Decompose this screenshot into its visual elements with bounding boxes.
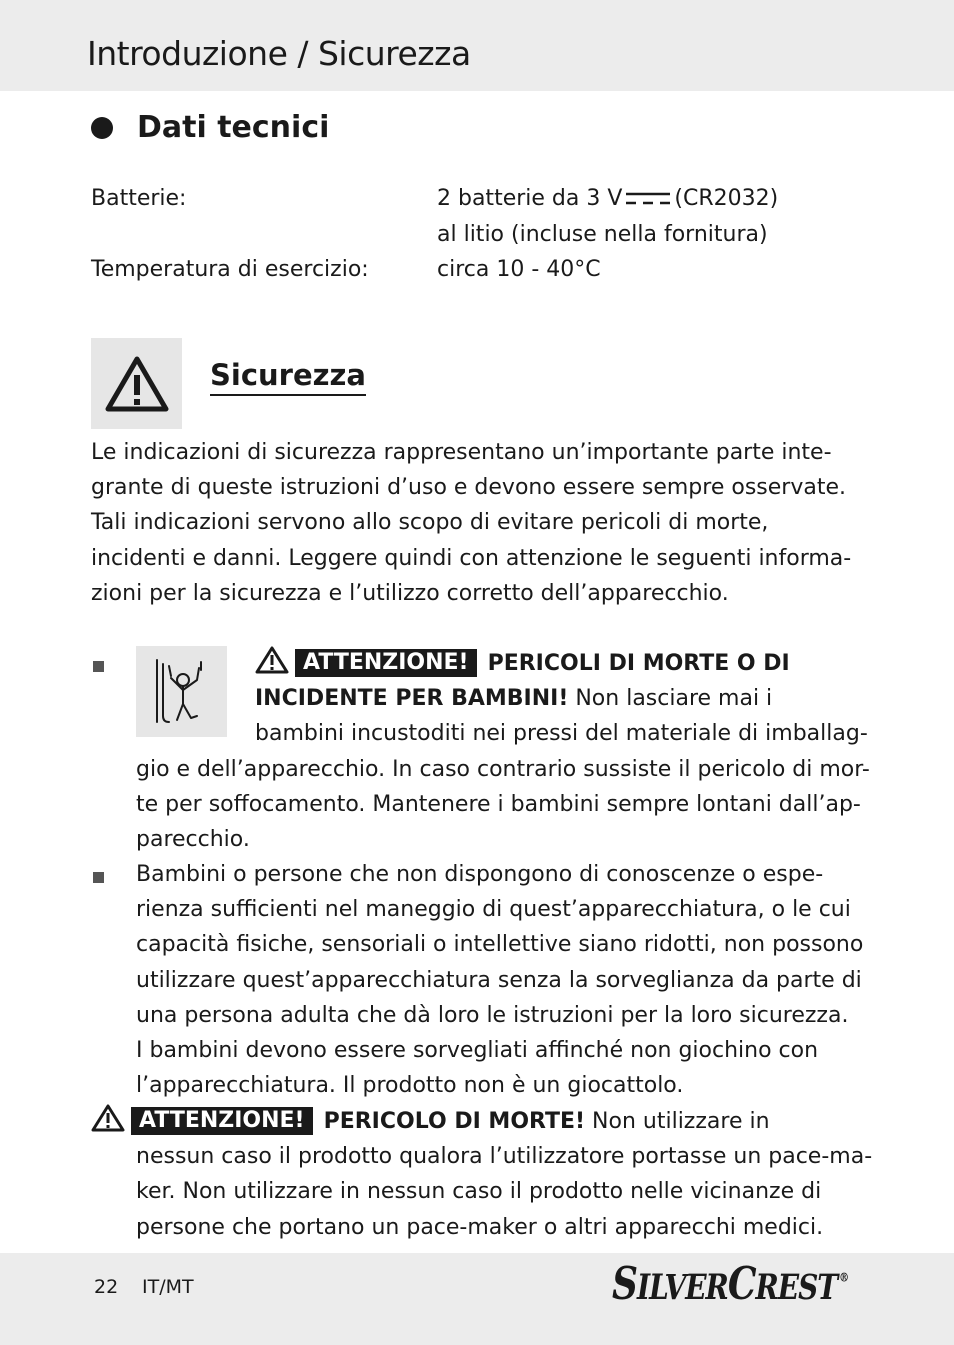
spec-label: Batterie: xyxy=(91,186,187,211)
text-line: gio e dell’apparecchio. In caso contrario sussiste il pericolo di mor- xyxy=(136,756,870,782)
warning-triangle-icon xyxy=(104,355,170,413)
text-line: bambini incustoditi nei pressi del materiale di imballag- xyxy=(255,721,868,747)
battery-type: (CR2032) xyxy=(674,186,779,211)
danger-text: PERICOLI DI MORTE O DI xyxy=(487,651,790,676)
text-line xyxy=(255,646,868,681)
square-bullet-icon xyxy=(93,872,104,883)
safety-heading: Sicurezza xyxy=(210,360,366,396)
text-line: Bambini o persone che non dispongono di conoscenze o espe- xyxy=(136,862,824,887)
text-line: Tali indicazioni servono allo scopo di evitare pericoli di morte, xyxy=(91,510,769,536)
text-line: te per soffocamento. Mantenere i bambini sempre lontani dall’ap- xyxy=(136,791,861,817)
spec-value: circa 10 - 40°C xyxy=(437,257,601,282)
spec-label: Temperatura di esercizio: xyxy=(91,257,369,282)
text-line xyxy=(255,681,868,716)
warning-triangle-icon xyxy=(255,646,289,674)
attention-label: ATTENZIONE! xyxy=(131,1107,313,1135)
item1-body xyxy=(136,752,870,858)
brand-logo xyxy=(612,1258,848,1311)
technical-data-title: Dati tecnici xyxy=(137,110,330,145)
text-line: incidenti e danni. Leggere quindi con attenzione le seguenti informa- xyxy=(91,545,852,571)
technical-data-heading xyxy=(91,110,329,145)
text-line: rienza sufficienti nel maneggio di quest’apparecchiatura, o le cui xyxy=(136,897,851,923)
page-title: Introduzione / Sicurezza xyxy=(87,34,471,73)
spec-value: al litio (incluse nella fornitura) xyxy=(437,221,768,247)
safety-intro xyxy=(91,435,851,611)
child-warning-box xyxy=(136,646,227,737)
brand-part: ILVER xyxy=(637,1266,728,1308)
square-bullet-icon xyxy=(93,661,104,672)
attention-label: ATTENZIONE! xyxy=(295,649,477,677)
dc-current-icon xyxy=(626,190,670,206)
text-line: capacità fisiche, sensoriali o intellettive siano ridotti, non possono xyxy=(136,932,864,958)
warning-triangle-icon xyxy=(91,1104,125,1132)
brand-part: REST xyxy=(755,1266,838,1308)
battery-voltage: 2 batterie da 3 V xyxy=(437,186,623,211)
danger-text: PERICOLO DI MORTE! xyxy=(323,1109,586,1134)
item3-body xyxy=(136,1139,872,1245)
bullet-dot-icon xyxy=(91,117,113,139)
text-line: persone che portano un pace-maker o altri apparecchi medici. xyxy=(136,1214,824,1240)
text-line: grante di queste istruzioni d’uso e devono essere sempre osservate. xyxy=(91,475,846,501)
text-line: I bambini devono essere sorvegliati affinché non giochino con xyxy=(136,1037,819,1063)
text-line: utilizzare quest’apparecchiatura senza la sorveglianza da parte di xyxy=(136,967,862,993)
page-number: 22 xyxy=(94,1276,119,1298)
item3-head xyxy=(91,1104,770,1139)
text-line: ker. Non utilizzare in nessun caso il prodotto nelle vicinanze di xyxy=(136,1179,822,1205)
spec-value xyxy=(437,186,778,211)
text-line: Le indicazioni di sicurezza rappresentano un’importante parte inte- xyxy=(91,440,832,465)
text-line xyxy=(91,1104,770,1139)
text-line: parecchio. xyxy=(136,826,250,852)
item2-body xyxy=(136,857,863,1103)
warning-box xyxy=(91,338,182,429)
text-line: una persona adulta che dà loro le istruzioni per la loro sicurezza. xyxy=(136,1002,849,1028)
child-danger-icon xyxy=(149,656,215,728)
text-line: nessun caso il prodotto qualora l’utilizzatore portasse un pace-ma- xyxy=(136,1144,873,1170)
text-line: zioni per la sicurezza e l’utilizzo corretto dell’apparecchio. xyxy=(91,580,729,606)
language-code: IT/MT xyxy=(142,1276,194,1298)
brand-letter: S xyxy=(612,1257,637,1311)
body-text: Non utilizzare in xyxy=(585,1109,770,1134)
registered-mark: ® xyxy=(839,1271,849,1286)
body-text: Non lasciare mai i xyxy=(568,686,773,712)
brand-letter: C xyxy=(727,1257,756,1311)
item1-head xyxy=(255,646,868,752)
danger-text: INCIDENTE PER BAMBINI! xyxy=(255,686,569,712)
text-line: l’apparecchiatura. Il prodotto non è un giocattolo. xyxy=(136,1073,684,1099)
